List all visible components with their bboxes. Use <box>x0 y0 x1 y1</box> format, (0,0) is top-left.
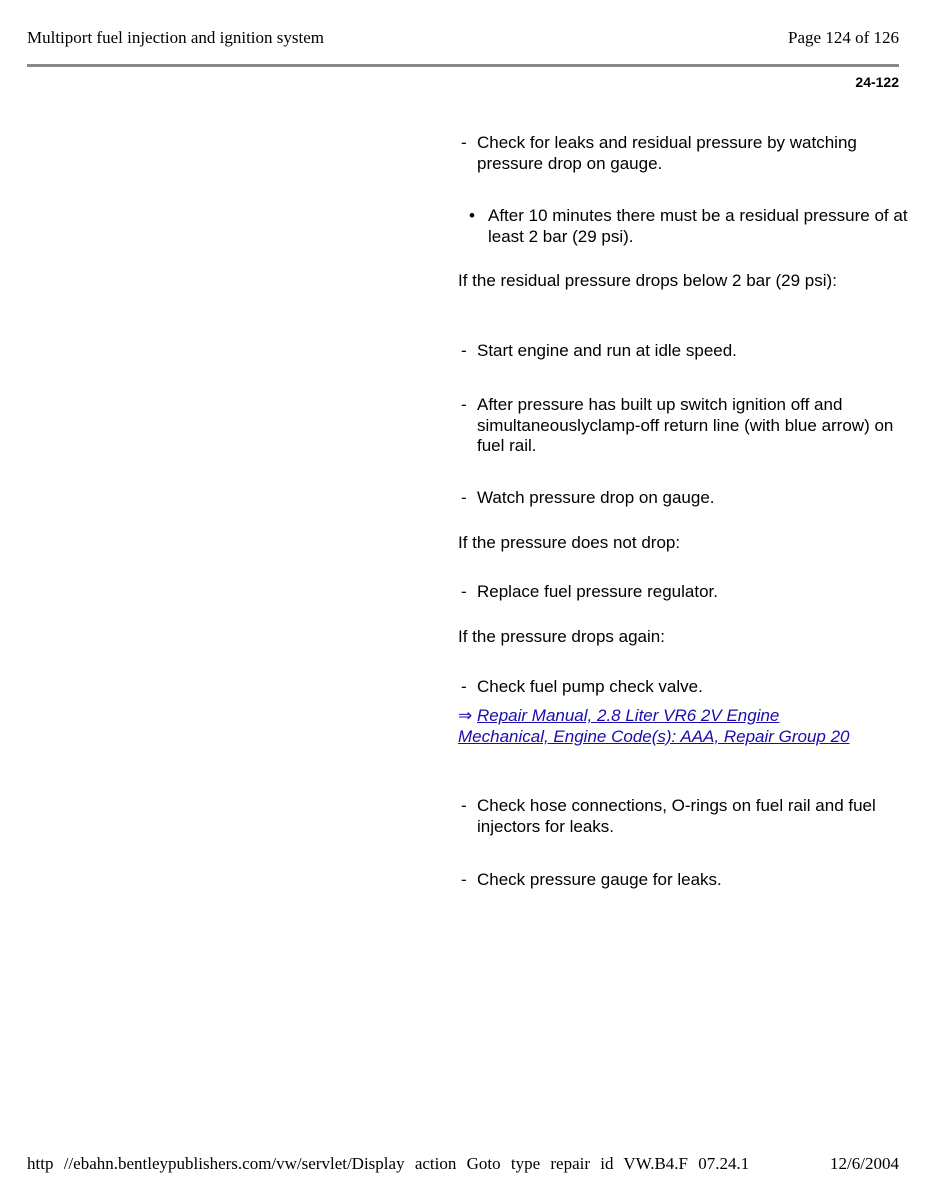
step-check-hoses <box>458 796 897 837</box>
condition-text: If the pressure drops again: <box>458 627 665 646</box>
condition-drops-again <box>458 627 878 648</box>
dash-marker: - <box>461 395 467 414</box>
step-text: Check pressure gauge for leaks. <box>477 870 722 889</box>
dash-marker: - <box>461 796 467 815</box>
step-start-engine <box>458 341 897 362</box>
step-text: After pressure has built up switch ignition off and simultaneouslyclamp-off return line (with blue arrow) on fuel rail. <box>477 395 894 455</box>
repair-manual-reference <box>458 706 863 747</box>
step-text: Watch pressure drop on gauge. <box>477 488 715 507</box>
document-title: Multiport fuel injection and ignition system <box>27 28 324 47</box>
dash-marker: - <box>461 677 467 696</box>
arrow-right-icon: ⇒ <box>458 706 473 725</box>
step-text: Check hose connections, O-rings on fuel rail and fuel injectors for leaks. <box>477 796 876 836</box>
source-url: http //ebahn.bentleypublishers.com/vw/servlet/Display action Goto type repair id VW.B4.F 07.24.1 <box>27 1154 750 1173</box>
step-text: Check for leaks and residual pressure by watching pressure drop on gauge. <box>477 133 857 173</box>
step-clamp-return-line <box>458 395 897 457</box>
step-replace-regulator <box>458 582 897 603</box>
section-page-number: 24-122 <box>855 74 899 90</box>
dash-marker: - <box>461 133 467 152</box>
page-counter: Page 124 of 126 <box>788 28 899 47</box>
step-check-gauge <box>458 870 897 891</box>
step-check-leaks <box>458 133 897 174</box>
condition-pressure-drops <box>458 271 838 292</box>
repair-manual-link[interactable]: Repair Manual, 2.8 Liter VR6 2V Engine Mechanical, Engine Code(s): AAA, Repair Group 20 <box>458 706 850 746</box>
spec-text: After 10 minutes there must be a residual pressure of at least 2 bar (29 psi). <box>488 206 908 246</box>
step-watch-pressure <box>458 488 897 509</box>
dash-marker: - <box>461 870 467 889</box>
step-text: Start engine and run at idle speed. <box>477 341 737 360</box>
spec-residual-pressure <box>458 206 908 247</box>
dash-marker: - <box>461 488 467 507</box>
condition-text: If the residual pressure drops below 2 bar (29 psi): <box>458 271 837 290</box>
step-text: Replace fuel pressure regulator. <box>477 582 718 601</box>
step-check-valve <box>458 677 897 698</box>
print-date: 12/6/2004 <box>830 1154 899 1173</box>
step-text: Check fuel pump check valve. <box>477 677 703 696</box>
condition-no-drop <box>458 533 878 554</box>
condition-text: If the pressure does not drop: <box>458 533 681 552</box>
dash-marker: - <box>461 582 467 601</box>
bullet-marker: • <box>469 206 475 225</box>
dash-marker: - <box>461 341 467 360</box>
